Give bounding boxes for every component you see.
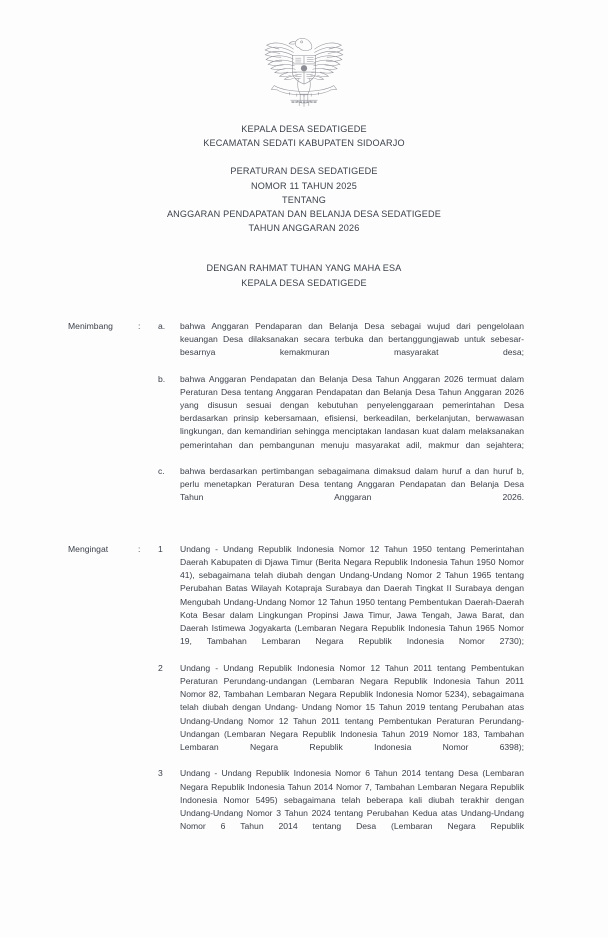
header-line-kecamatan: KECAMATAN SEDATI KABUPATEN SIDOARJO <box>203 138 405 149</box>
title-tentang: TENTANG <box>281 194 327 205</box>
title-subject: ANGGARAN PENDAPATAN DAN BELANJA DESA SEDATIGEDE <box>166 209 442 220</box>
document-title-block <box>0 164 608 235</box>
title-peraturan-desa: PERATURAN DESA SEDATIGEDE <box>230 166 378 177</box>
item-marker: 3 <box>158 768 163 779</box>
mandate-line-kepala-desa: KEPALA DESA SEDATIGEDE <box>241 277 367 288</box>
list-item <box>158 662 524 768</box>
garuda-pancasila-emblem <box>256 26 352 110</box>
item-marker: b. <box>158 373 166 384</box>
menimbang-label: Menimbang <box>68 320 113 331</box>
list-item <box>158 373 524 465</box>
item-marker: c. <box>158 466 165 477</box>
header-line-kepala-desa: KEPALA DESA SEDATIGEDE <box>241 124 367 134</box>
list-item <box>158 320 524 373</box>
mandate-block <box>0 261 608 289</box>
section-mengingat <box>68 543 524 847</box>
item-text: bahwa Anggaran Pendapatan dan Belanja Desa Tahun Anggaran 2026 termuat dalam Peraturan Desa tentang Anggaran Pendapatan dan Belanja Desa Tahun Anggaran 2026 yang disusun sesuai dengan kebutuhan penyelenggaraan pemerintahan Desa berdasarkan prinsip kebersamaan, efisiensi, berkeadilan, berkelanjutan, berwawasan lingkungan, dan kemandirian sehingga menciptakan landasan kuat dalam melaksanakan pemerintahan dan pembangunan menuju masyarakat adil, makmur dan sejahtera; <box>180 373 524 450</box>
item-text: bahwa berdasarkan pertimbangan sebagaimana dimaksud dalam huruf a dan huruf b, perlu menetapkan Peraturan Desa tentang Anggaran Pendapatan dan Belanja Desa Tahun Anggaran 2026. <box>180 466 524 503</box>
list-item <box>158 767 524 846</box>
mengingat-colon: : <box>138 543 141 554</box>
item-marker: a. <box>158 320 166 331</box>
item-text: bahwa Anggaran Pendaparan dan Belanja Desa sebagai wujud dari pengelolaan keuangan Desa dilaksanakan secara terbuka dan bertanggungjawab untuk sebesar-besarnya kemakmuran masyarakat desa; <box>180 320 524 358</box>
mengingat-items <box>158 543 524 847</box>
list-item <box>158 543 524 662</box>
emblem-container <box>0 0 608 110</box>
title-nomor: NOMOR 11 TAHUN 2025 <box>250 180 357 191</box>
section-menimbang <box>68 320 524 518</box>
item-marker: 2 <box>158 662 163 673</box>
item-text: Undang - Undang Republik Indonesia Nomor 12 Tahun 2011 tentang Pembentukan Peraturan Perundang-undangan (Lembaran Negara Republik Indonesia Tahun 2011 Nomor 82, Tambahan Lembaran Negara Republik Indonesia Nomor 5234), sebagaimana telah diubah dengan Undang- Undang Nomor 15 Tahun 2019 tentang Perubahan atas Undang-Undang Nomor 12 Tahun 2011 tentang Pembentukan Peraturan Perundang-Undangan (Lembaran Negara Republik Indonesia Tahun 2019 Nomor 183, Tambahan Lembaran Negara Republik Indonesia Nomor 6398); <box>180 662 524 752</box>
title-tahun-anggaran: TAHUN ANGGARAN 2026 <box>248 223 360 234</box>
mengingat-label: Mengingat <box>68 543 109 554</box>
list-item <box>158 465 524 518</box>
menimbang-colon: : <box>138 320 141 331</box>
mandate-line-rahmat-tuhan: DENGAN RAHMAT TUHAN YANG MAHA ESA <box>206 263 402 274</box>
document-header <box>0 122 608 150</box>
item-marker: 1 <box>158 543 163 554</box>
menimbang-items <box>158 320 524 518</box>
item-text: Undang - Undang Republik Indonesia Nomor 6 Tahun 2014 tentang Desa (Lembaran Negara Republik Indonesia Tahun 2014 Nomor 7, Tambahan Lembaran Negara Republik Indonesia Nomor 5495) sebagaimana telah beberapa kali diubah terakhir dengan Undang-Undang Nomor 3 Tahun 2024 tentang Perubahan Kedua atas Undang-Undang Nomor 6 Tahun 2014 tentang Desa (Lembaran Negara Republik <box>180 768 524 832</box>
item-text: Undang - Undang Republik Indonesia Nomor 12 Tahun 1950 tentang Pemerintahan Daerah Kabupaten di Djawa Timur (Berita Negara Republik Indonesia Tahun 1950 Nomor 41), sebagaimana telah diubah dengan Undang-Undang Nomor 2 Tahun 1965 tentang Perubahan Batas Wilayah Kotapraja Surabaya dan Daerah Tingkat II Surabaya dengan Mengubah Undang-Undang Nomor 12 Tahun 1950 tentang Pembentukan Daerah-Daerah Kota Besar dalam Lingkungan Propinsi Jawa Timur, Jawa Tengah, Jawa Barat, dan Daerah Istimewa Jogyakarta (Lembaran Negara Republik Indonesia Tahun 1965 Nomor 19, Tambahan Lembaran Negara Republik Indonesia Nomor 2730); <box>180 543 524 647</box>
